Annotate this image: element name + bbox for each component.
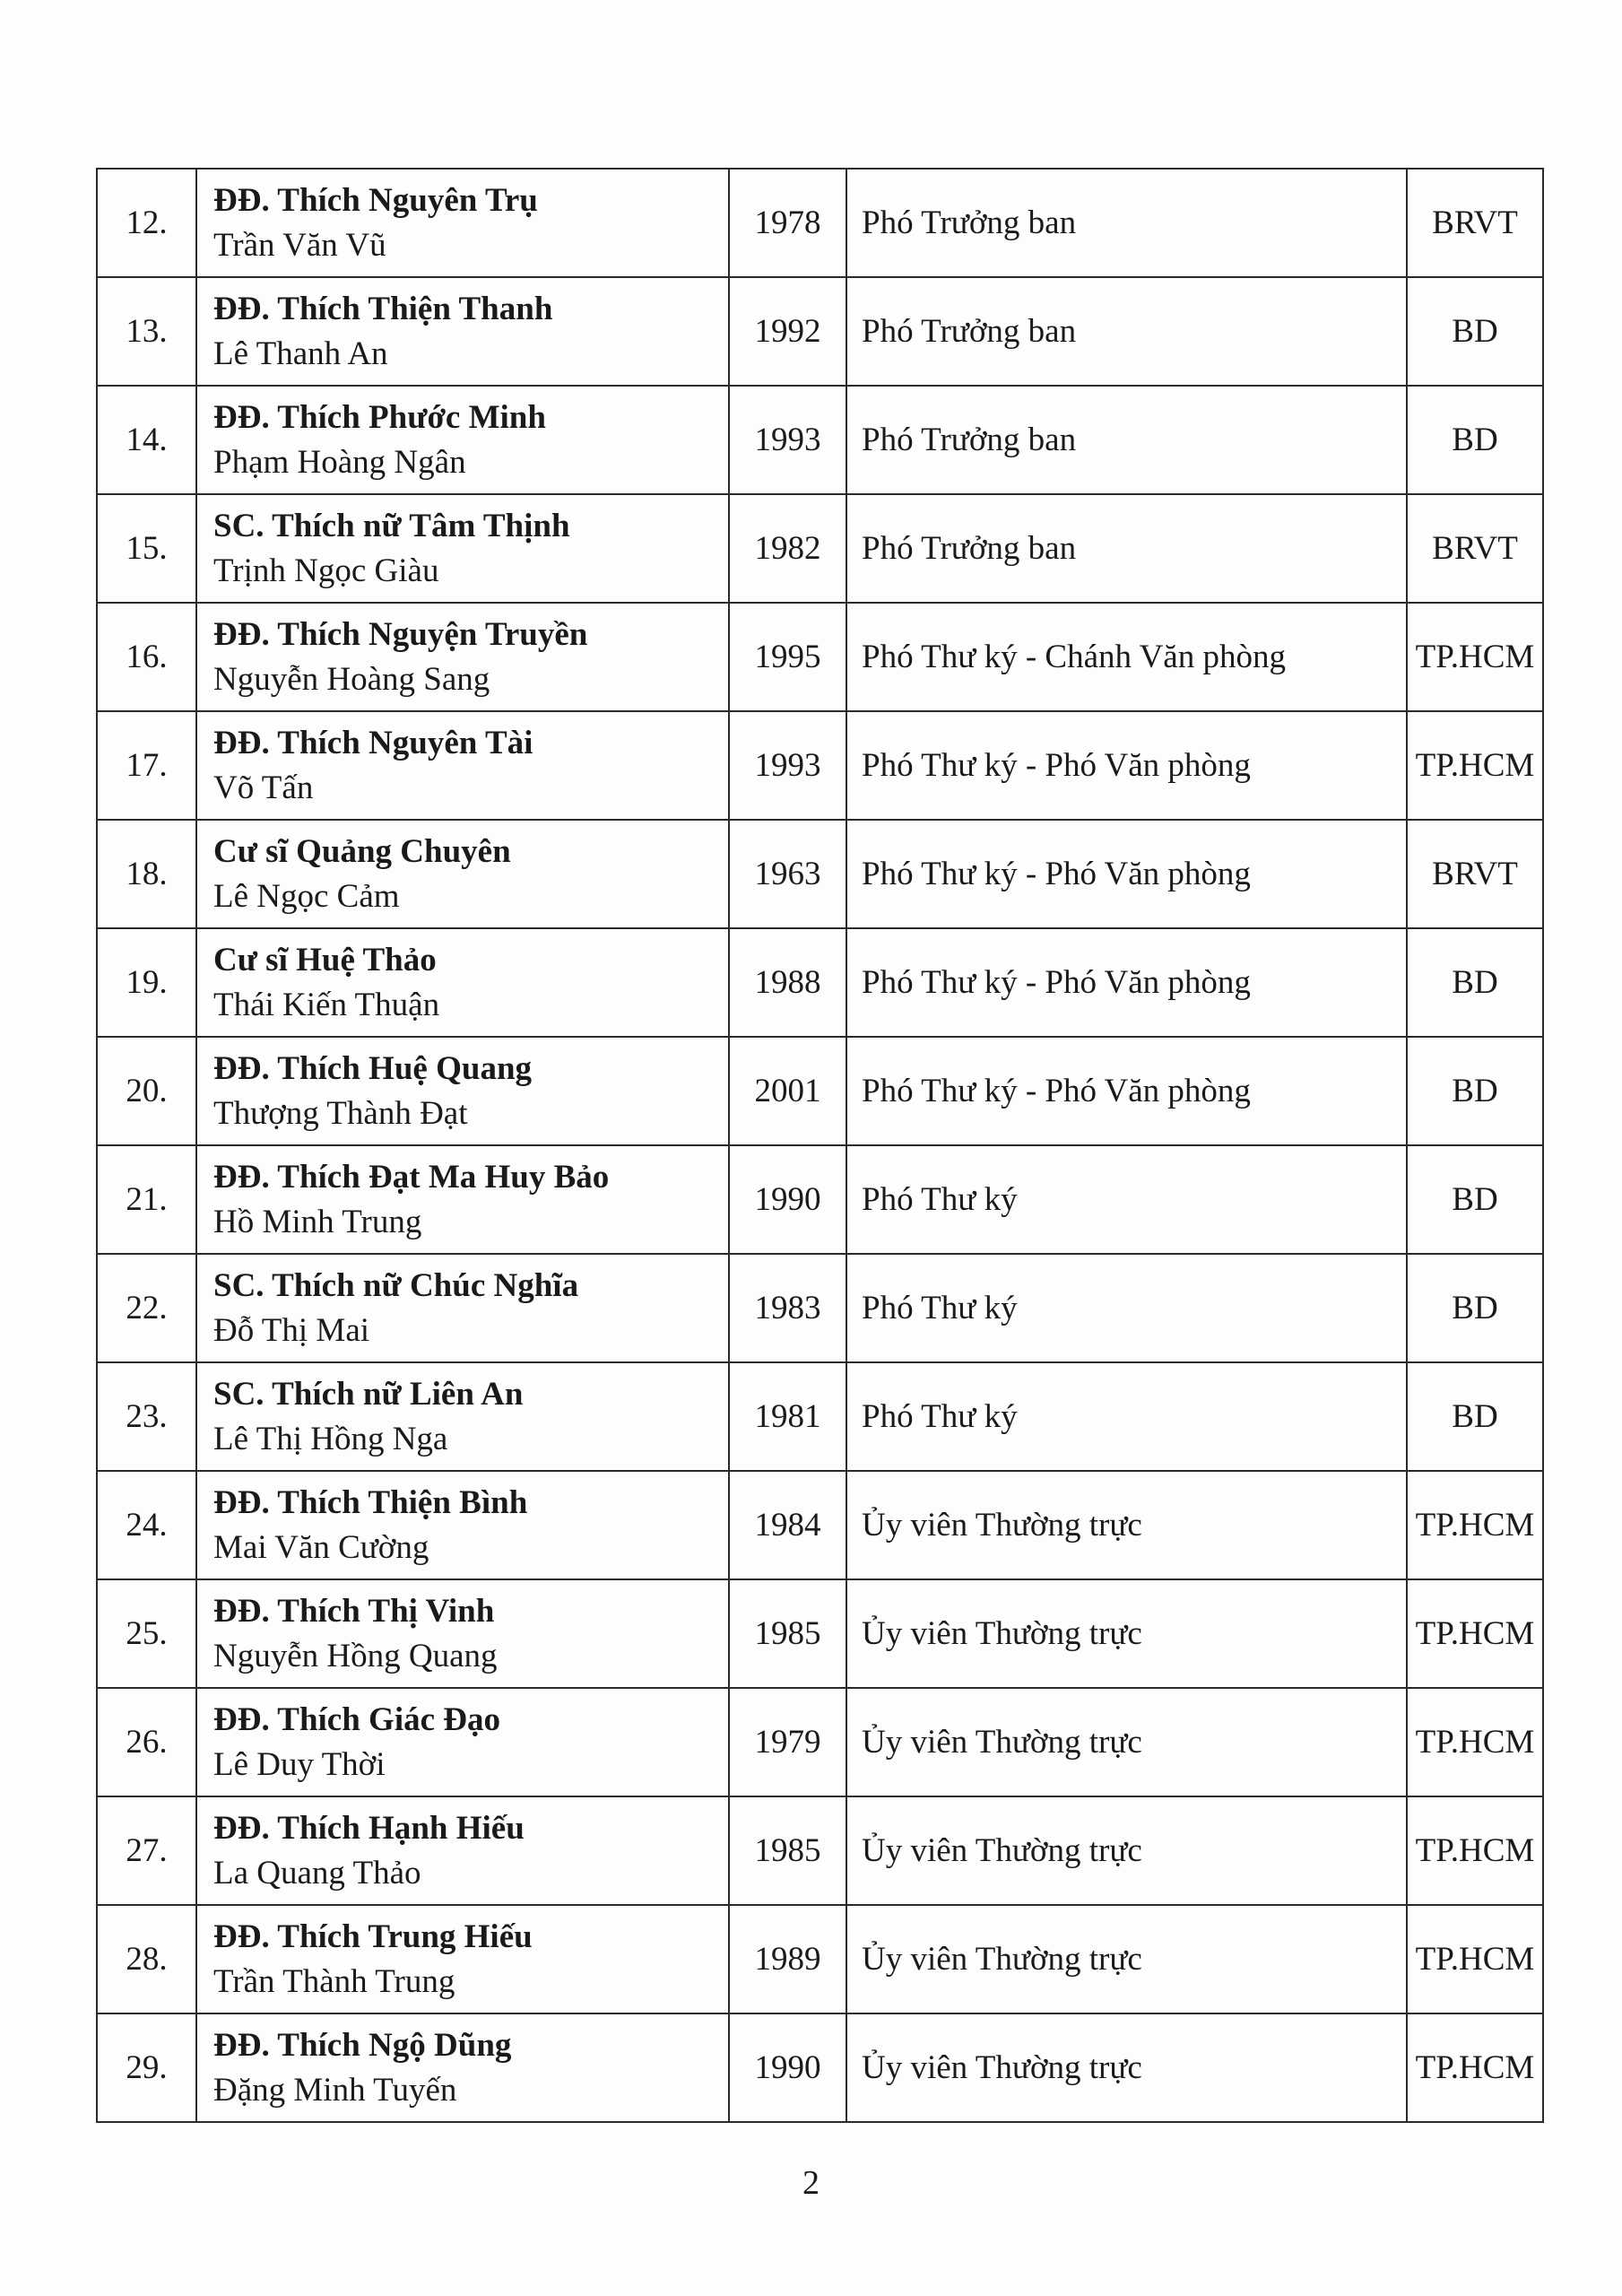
dharma-name: SC. Thích nữ Chúc Nghĩa	[213, 1266, 579, 1304]
name-cell	[196, 2013, 729, 2122]
position: Phó Thư ký - Phó Văn phòng	[846, 711, 1407, 820]
birth-year: 1989	[729, 1905, 846, 2013]
location: BD	[1407, 277, 1543, 386]
location: BRVT	[1407, 169, 1543, 277]
location: BD	[1407, 1254, 1543, 1362]
birth-year: 1978	[729, 169, 846, 277]
dharma-name: ĐĐ. Thích Ngộ Dũng	[213, 2026, 512, 2064]
table-row	[97, 711, 1543, 820]
member-table	[96, 168, 1544, 2123]
secular-name: Đặng Minh Tuyến	[213, 2071, 457, 2109]
name-cell	[196, 1579, 729, 1688]
birth-year: 1985	[729, 1579, 846, 1688]
table-row	[97, 928, 1543, 1037]
name-cell	[196, 711, 729, 820]
secular-name: Thái Kiến Thuận	[213, 986, 440, 1023]
secular-name: Mai Văn Cường	[213, 1528, 429, 1566]
row-number: 20.	[97, 1037, 196, 1145]
row-number: 21.	[97, 1145, 196, 1254]
secular-name: Võ Tấn	[213, 769, 314, 806]
table-row	[97, 603, 1543, 711]
table-row	[97, 1362, 1543, 1471]
birth-year: 1993	[729, 711, 846, 820]
position: Phó Thư ký	[846, 1145, 1407, 1254]
name-cell	[196, 1471, 729, 1579]
secular-name: Nguyễn Hồng Quang	[213, 1637, 498, 1674]
secular-name: Hồ Minh Trung	[213, 1203, 422, 1240]
table-row	[97, 386, 1543, 494]
secular-name: Nguyễn Hoàng Sang	[213, 660, 490, 698]
position: Phó Trưởng ban	[846, 386, 1407, 494]
table-row	[97, 277, 1543, 386]
table-row	[97, 1145, 1543, 1254]
position: Phó Thư ký - Phó Văn phòng	[846, 820, 1407, 928]
table-row	[97, 1905, 1543, 2013]
position: Phó Trưởng ban	[846, 169, 1407, 277]
dharma-name: Cư sĩ Quảng Chuyên	[213, 832, 511, 870]
birth-year: 2001	[729, 1037, 846, 1145]
name-cell	[196, 169, 729, 277]
name-cell	[196, 277, 729, 386]
dharma-name: ĐĐ. Thích Nguyên Trụ	[213, 181, 538, 219]
secular-name: Trịnh Ngọc Giàu	[213, 552, 439, 589]
birth-year: 1982	[729, 494, 846, 603]
name-cell	[196, 494, 729, 603]
birth-year: 1983	[729, 1254, 846, 1362]
table-row	[97, 169, 1543, 277]
secular-name: Lê Ngọc Cảm	[213, 877, 400, 915]
name-cell	[196, 386, 729, 494]
secular-name: Thượng Thành Đạt	[213, 1094, 468, 1132]
position: Phó Thư ký	[846, 1254, 1407, 1362]
dharma-name: ĐĐ. Thích Giác Đạo	[213, 1700, 501, 1738]
row-number: 25.	[97, 1579, 196, 1688]
table-row	[97, 2013, 1543, 2122]
name-cell	[196, 928, 729, 1037]
birth-year: 1990	[729, 2013, 846, 2122]
location: TP.HCM	[1407, 1905, 1543, 2013]
name-cell	[196, 1362, 729, 1471]
row-number: 18.	[97, 820, 196, 928]
table-row	[97, 1471, 1543, 1579]
location: BD	[1407, 1362, 1543, 1471]
row-number: 27.	[97, 1796, 196, 1905]
position: Phó Trưởng ban	[846, 277, 1407, 386]
location: TP.HCM	[1407, 603, 1543, 711]
name-cell	[196, 1688, 729, 1796]
name-cell	[196, 1254, 729, 1362]
row-number: 23.	[97, 1362, 196, 1471]
dharma-name: ĐĐ. Thích Thiện Thanh	[213, 290, 553, 327]
location: TP.HCM	[1407, 711, 1543, 820]
position: Phó Thư ký - Phó Văn phòng	[846, 928, 1407, 1037]
location: TP.HCM	[1407, 1579, 1543, 1688]
birth-year: 1995	[729, 603, 846, 711]
position: Ủy viên Thường trực	[846, 1688, 1407, 1796]
table-row	[97, 1796, 1543, 1905]
location: TP.HCM	[1407, 1688, 1543, 1796]
row-number: 29.	[97, 2013, 196, 2122]
table-row	[97, 1579, 1543, 1688]
location: TP.HCM	[1407, 1471, 1543, 1579]
row-number: 26.	[97, 1688, 196, 1796]
location: BD	[1407, 1037, 1543, 1145]
position: Phó Thư ký - Chánh Văn phòng	[846, 603, 1407, 711]
secular-name: Lê Thị Hồng Nga	[213, 1420, 448, 1457]
row-number: 28.	[97, 1905, 196, 2013]
dharma-name: ĐĐ. Thích Nguyên Tài	[213, 724, 533, 761]
name-cell	[196, 1145, 729, 1254]
birth-year: 1992	[729, 277, 846, 386]
table-row	[97, 494, 1543, 603]
position: Phó Thư ký	[846, 1362, 1407, 1471]
dharma-name: ĐĐ. Thích Trung Hiếu	[213, 1918, 533, 1955]
secular-name: Lê Thanh An	[213, 335, 388, 372]
dharma-name: Cư sĩ Huệ Thảo	[213, 941, 437, 978]
row-number: 14.	[97, 386, 196, 494]
name-cell	[196, 1905, 729, 2013]
row-number: 12.	[97, 169, 196, 277]
secular-name: Lê Duy Thời	[213, 1745, 386, 1783]
row-number: 15.	[97, 494, 196, 603]
position: Phó Trưởng ban	[846, 494, 1407, 603]
row-number: 13.	[97, 277, 196, 386]
dharma-name: ĐĐ. Thích Đạt Ma Huy Bảo	[213, 1158, 610, 1196]
secular-name: La Quang Thảo	[213, 1854, 421, 1892]
dharma-name: ĐĐ. Thích Huệ Quang	[213, 1049, 533, 1087]
row-number: 16.	[97, 603, 196, 711]
table-row	[97, 1254, 1543, 1362]
birth-year: 1963	[729, 820, 846, 928]
name-cell	[196, 1037, 729, 1145]
birth-year: 1981	[729, 1362, 846, 1471]
position: Ủy viên Thường trực	[846, 2013, 1407, 2122]
dharma-name: ĐĐ. Thích Phước Minh	[213, 398, 546, 436]
location: BD	[1407, 386, 1543, 494]
location: BD	[1407, 928, 1543, 1037]
row-number: 19.	[97, 928, 196, 1037]
table-row	[97, 1037, 1543, 1145]
name-cell	[196, 603, 729, 711]
secular-name: Trần Văn Vũ	[213, 226, 386, 264]
dharma-name: SC. Thích nữ Tâm Thịnh	[213, 507, 570, 544]
dharma-name: ĐĐ. Thích Nguyện Truyền	[213, 615, 588, 653]
location: TP.HCM	[1407, 1796, 1543, 1905]
dharma-name: ĐĐ. Thích Hạnh Hiếu	[213, 1809, 525, 1847]
member-table-body	[97, 169, 1543, 2122]
location: BRVT	[1407, 820, 1543, 928]
birth-year: 1985	[729, 1796, 846, 1905]
secular-name: Đỗ Thị Mai	[213, 1311, 370, 1349]
position: Ủy viên Thường trực	[846, 1796, 1407, 1905]
position: Phó Thư ký - Phó Văn phòng	[846, 1037, 1407, 1145]
table-row	[97, 1688, 1543, 1796]
position: Ủy viên Thường trực	[846, 1579, 1407, 1688]
page-number: 2	[802, 2164, 820, 2202]
birth-year: 1990	[729, 1145, 846, 1254]
row-number: 17.	[97, 711, 196, 820]
location: BRVT	[1407, 494, 1543, 603]
position: Ủy viên Thường trực	[846, 1905, 1407, 2013]
row-number: 24.	[97, 1471, 196, 1579]
dharma-name: ĐĐ. Thích Thiện Bình	[213, 1483, 528, 1521]
name-cell	[196, 820, 729, 928]
row-number: 22.	[97, 1254, 196, 1362]
birth-year: 1979	[729, 1688, 846, 1796]
dharma-name: ĐĐ. Thích Thị Vinh	[213, 1592, 495, 1630]
birth-year: 1993	[729, 386, 846, 494]
location: TP.HCM	[1407, 2013, 1543, 2122]
location: BD	[1407, 1145, 1543, 1254]
table-row	[97, 820, 1543, 928]
name-cell	[196, 1796, 729, 1905]
dharma-name: SC. Thích nữ Liên An	[213, 1375, 524, 1413]
birth-year: 1988	[729, 928, 846, 1037]
secular-name: Phạm Hoàng Ngân	[213, 443, 466, 481]
position: Ủy viên Thường trực	[846, 1471, 1407, 1579]
secular-name: Trần Thành Trung	[213, 1962, 455, 2000]
birth-year: 1984	[729, 1471, 846, 1579]
